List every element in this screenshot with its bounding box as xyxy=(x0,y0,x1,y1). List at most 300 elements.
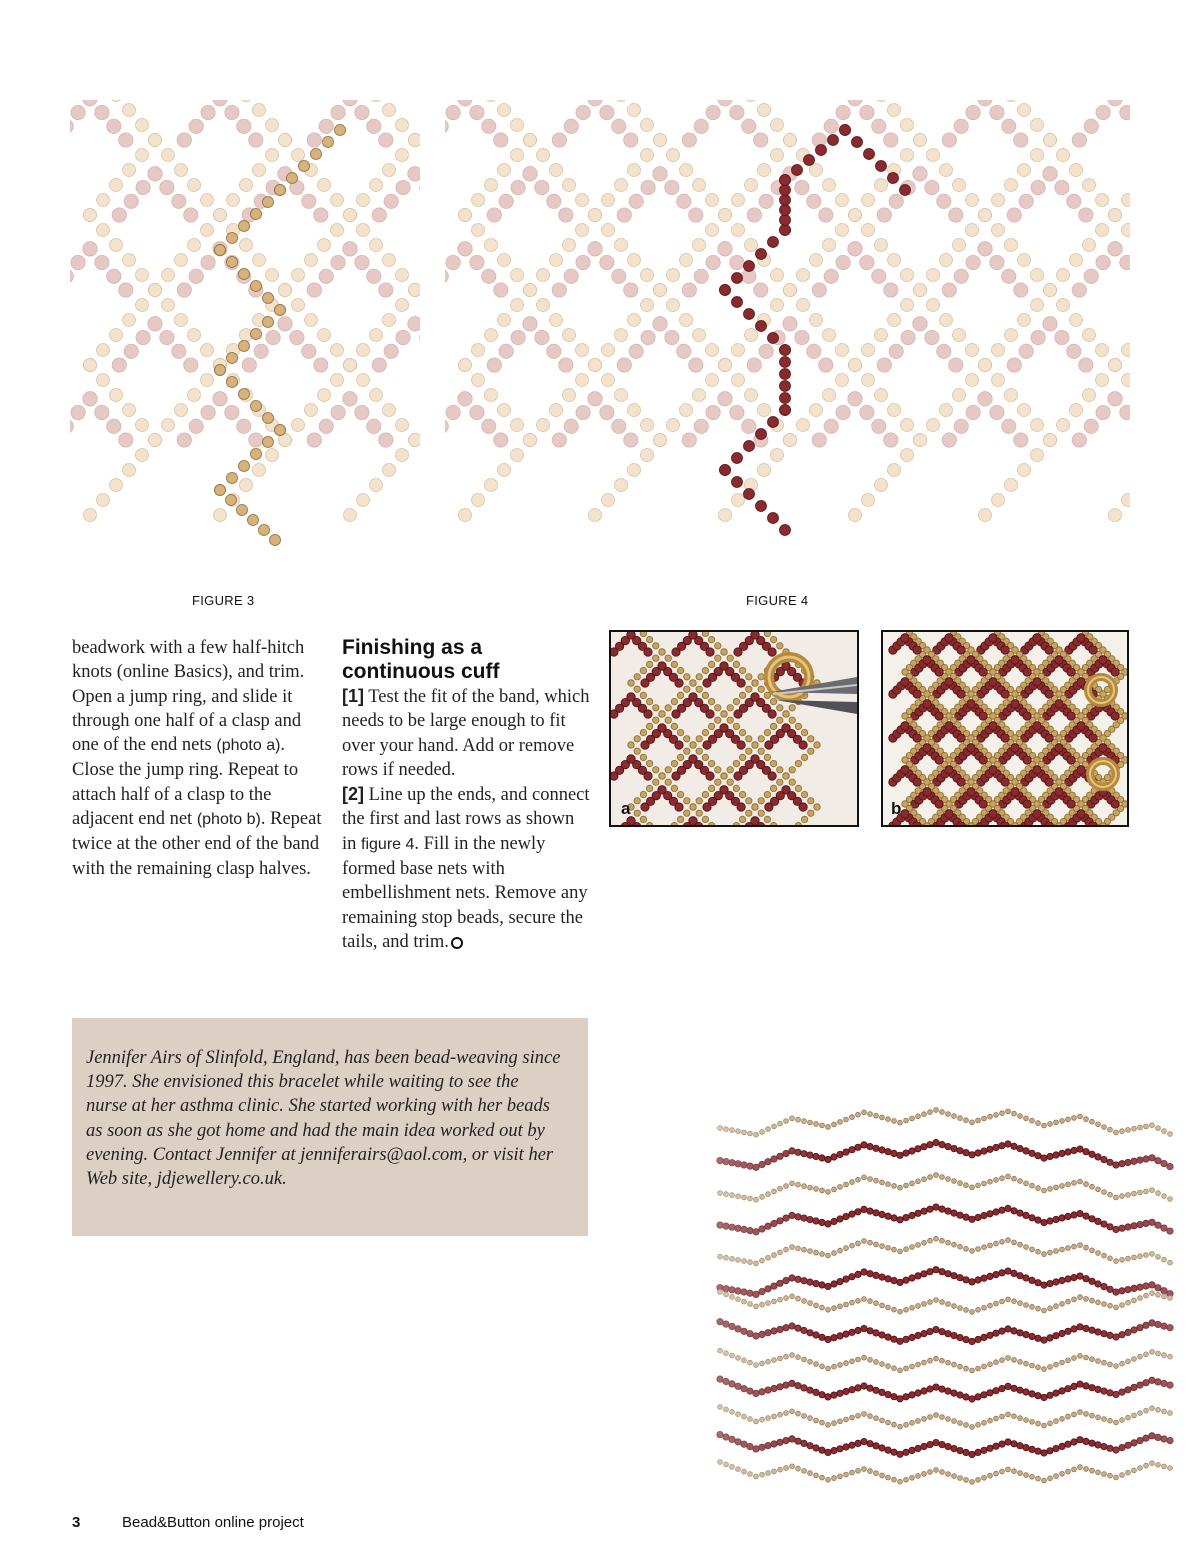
photo-bead xyxy=(1067,756,1075,764)
base-bead xyxy=(357,344,370,357)
base-bead xyxy=(667,419,680,432)
embellishment-bead xyxy=(600,405,614,419)
embellishment-bead xyxy=(742,419,756,433)
photo-bead xyxy=(770,723,776,729)
embellishment-bead xyxy=(1031,330,1045,344)
path-bead xyxy=(227,473,238,484)
photo-bead xyxy=(677,729,683,735)
photo-bead xyxy=(677,754,683,760)
left-text-part-3: . Repeat twice at the other end of the band with the remaining clasp halves. xyxy=(72,809,322,879)
embellishment-bead xyxy=(677,194,691,208)
base-bead xyxy=(123,314,136,327)
photo-bead xyxy=(752,680,758,686)
embellishment-bead xyxy=(384,194,398,208)
embellishment-bead xyxy=(458,392,472,406)
base-bead xyxy=(370,329,383,342)
embellishment-bead xyxy=(307,133,321,147)
photo-bead xyxy=(665,655,671,661)
base-bead xyxy=(810,314,823,327)
base-bead xyxy=(745,179,758,192)
embellishment-bead xyxy=(1055,180,1069,194)
photo-bead xyxy=(653,717,659,723)
figure-4-caption: FIGURE 4 xyxy=(746,593,809,608)
photo-bead xyxy=(979,800,987,808)
embellishment-bead xyxy=(848,100,862,106)
base-bead xyxy=(849,359,862,372)
photo-bead xyxy=(739,667,745,673)
base-bead xyxy=(654,434,667,447)
base-bead xyxy=(383,164,396,177)
path-bead xyxy=(239,461,250,472)
photo-bead xyxy=(665,767,671,773)
photo-bead xyxy=(777,643,783,649)
path-bead xyxy=(251,329,262,340)
embellishment-bead xyxy=(237,419,251,433)
base-bead xyxy=(550,254,563,267)
photo-bead xyxy=(706,710,714,718)
embellishment-bead xyxy=(1108,392,1122,406)
embellishment-bead xyxy=(552,133,566,147)
photo-bead xyxy=(640,667,646,673)
base-bead xyxy=(97,374,110,387)
photo-bead xyxy=(715,767,721,773)
photo-bead xyxy=(777,705,783,711)
path-bead xyxy=(876,161,887,172)
embellishment-bead xyxy=(307,283,321,297)
bracelet-photo xyxy=(700,1090,1190,1530)
base-bead xyxy=(162,269,175,282)
path-bead xyxy=(263,413,274,424)
path-bead xyxy=(239,221,250,232)
photo-bead xyxy=(733,661,739,667)
base-bead xyxy=(1057,419,1070,432)
base-bead xyxy=(953,239,966,252)
embellishment-bead xyxy=(445,269,448,283)
path-bead xyxy=(263,293,274,304)
photo-bead xyxy=(1001,690,1009,698)
base-bead xyxy=(370,100,383,102)
embellishment-bead xyxy=(1084,269,1098,283)
photo-bead xyxy=(696,686,702,692)
base-bead xyxy=(396,269,409,282)
base-bead xyxy=(875,329,888,342)
embellishment-bead xyxy=(564,119,578,133)
embellishment-bead xyxy=(355,255,369,269)
path-bead xyxy=(744,441,755,452)
embellishment-bead xyxy=(71,405,85,419)
base-bead xyxy=(550,164,563,177)
embellishment-bead xyxy=(641,330,655,344)
embellishment-bead xyxy=(1002,419,1016,433)
base-bead xyxy=(279,134,292,147)
path-bead xyxy=(732,453,743,464)
base-bead xyxy=(602,224,615,237)
photo-bead xyxy=(658,724,666,732)
base-bead xyxy=(615,100,628,102)
base-bead xyxy=(940,254,953,267)
base-bead xyxy=(706,344,719,357)
base-bead xyxy=(370,179,383,192)
base-bead xyxy=(84,509,97,522)
path-bead xyxy=(263,197,274,208)
photo-bead xyxy=(808,798,814,804)
photo-bead xyxy=(640,632,646,637)
base-bead xyxy=(628,254,641,267)
base-bead xyxy=(641,269,654,282)
photo-bead xyxy=(795,785,801,791)
photo-bead xyxy=(690,804,696,810)
embellishment-bead xyxy=(408,317,420,331)
embellishment-bead xyxy=(949,358,963,372)
base-bead xyxy=(1057,149,1070,162)
photo-bead xyxy=(696,736,702,742)
base-bead xyxy=(927,269,940,282)
photo-bead xyxy=(671,698,677,704)
photo-bead xyxy=(1011,744,1019,752)
photo-bead xyxy=(634,810,640,816)
photo-bead xyxy=(733,760,739,766)
base-bead xyxy=(849,509,862,522)
photo-bead xyxy=(684,748,690,754)
embellishment-bead xyxy=(884,133,898,147)
embellishment-bead xyxy=(1019,344,1033,358)
step-1-text: Test the fit of the band, which needs to be large enough to fit over your hand. Add or remove rows if needed. xyxy=(342,687,590,780)
photo-bead xyxy=(1045,646,1053,654)
photo-bead xyxy=(967,788,975,796)
path-bead xyxy=(732,477,743,488)
base-bead xyxy=(589,209,602,222)
embellishment-bead xyxy=(396,180,410,194)
base-bead xyxy=(680,254,693,267)
photo-bead xyxy=(690,742,696,748)
base-bead xyxy=(1057,299,1070,312)
photo-bead xyxy=(715,779,721,785)
photo-bead xyxy=(646,698,652,704)
embellishment-bead xyxy=(624,283,638,297)
base-bead xyxy=(914,284,927,297)
photo-bead xyxy=(989,678,997,686)
embellishment-bead xyxy=(396,330,410,344)
left-text-part-2: . Close the jump ring. Repeat to attach half of a clasp to the adjacent end net xyxy=(72,735,299,830)
embellishment-bead xyxy=(213,392,227,406)
embellishment-bead xyxy=(331,105,345,119)
photo-bead xyxy=(923,700,931,708)
embellishment-bead xyxy=(445,119,448,133)
embellishment-bead xyxy=(237,119,251,133)
base-bead xyxy=(615,179,628,192)
photo-bead xyxy=(1111,800,1119,808)
embellishment-bead xyxy=(119,283,133,297)
embellishment-bead xyxy=(201,405,215,419)
base-bead xyxy=(1018,254,1031,267)
photo-bead xyxy=(913,734,921,742)
embellishment-bead xyxy=(1108,242,1122,256)
photo-bead xyxy=(640,791,646,797)
photo-bead xyxy=(1023,800,1031,808)
embellishment-bead xyxy=(1096,255,1110,269)
photo-bead xyxy=(727,767,733,773)
end-of-article-icon xyxy=(451,937,463,949)
embellishment-bead xyxy=(694,269,708,283)
photo-bead xyxy=(764,791,770,797)
path-bead xyxy=(744,489,755,500)
embellishment-bead xyxy=(319,119,333,133)
path-bead xyxy=(828,135,839,146)
embellishment-bead xyxy=(629,344,643,358)
photo-bead xyxy=(671,822,677,825)
base-bead xyxy=(149,134,162,147)
embellishment-bead xyxy=(446,255,460,269)
base-bead xyxy=(1083,239,1096,252)
embellishment-bead xyxy=(1031,180,1045,194)
photo-bead xyxy=(945,810,953,818)
embellishment-bead xyxy=(189,269,203,283)
base-bead xyxy=(797,419,810,432)
photo-bead xyxy=(727,655,733,661)
embellishment-bead xyxy=(836,105,850,119)
photo-bead xyxy=(989,634,997,642)
embellishment-bead xyxy=(95,105,109,119)
embellishment-bead xyxy=(564,269,578,283)
photo-b-label: b xyxy=(891,799,902,818)
base-bead xyxy=(875,100,888,102)
embellishment-bead xyxy=(70,269,73,283)
path-bead xyxy=(275,305,286,316)
path-bead xyxy=(768,333,779,344)
embellishment-bead xyxy=(242,358,256,372)
photo-bead xyxy=(1099,744,1107,752)
base-bead xyxy=(149,434,162,447)
photo-bead xyxy=(653,655,659,661)
photo-bead xyxy=(627,693,635,701)
base-bead xyxy=(331,224,344,237)
base-bead xyxy=(1005,389,1018,402)
photo-bead xyxy=(758,748,764,754)
base-bead xyxy=(745,329,758,342)
photo-bead xyxy=(789,717,795,723)
photo-bead xyxy=(1001,778,1009,786)
photo-bead xyxy=(684,798,690,804)
base-bead xyxy=(84,209,97,222)
photo-bead xyxy=(1001,734,1009,742)
base-bead xyxy=(966,224,979,237)
base-bead xyxy=(498,404,511,417)
base-bead xyxy=(1070,314,1083,327)
photo-bead xyxy=(634,798,640,804)
photo-bead xyxy=(671,785,677,791)
embellishment-bead xyxy=(576,255,590,269)
embellishment-bead xyxy=(990,255,1004,269)
path-bead xyxy=(780,381,791,392)
base-bead xyxy=(680,314,693,327)
base-bead xyxy=(175,254,188,267)
embellishment-bead xyxy=(612,119,626,133)
embellishment-bead xyxy=(795,330,809,344)
photo-b-reference: (photo b) xyxy=(196,811,261,829)
base-bead xyxy=(849,209,862,222)
embellishment-bead xyxy=(302,194,316,208)
base-bead xyxy=(810,164,823,177)
base-bead xyxy=(628,164,641,177)
base-bead xyxy=(1005,479,1018,492)
photo-bead xyxy=(758,798,764,804)
base-bead xyxy=(589,509,602,522)
photo-bead xyxy=(720,786,728,794)
base-bead xyxy=(1044,284,1057,297)
base-bead xyxy=(628,404,641,417)
base-bead xyxy=(745,389,758,402)
path-bead xyxy=(780,357,791,368)
embellishment-bead xyxy=(694,119,708,133)
embellishment-bead xyxy=(677,344,691,358)
embellishment-bead xyxy=(747,208,761,222)
photo-bead xyxy=(702,632,708,637)
base-bead xyxy=(459,359,472,372)
photo-bead xyxy=(659,711,665,717)
embellishment-bead xyxy=(954,269,968,283)
embellishment-bead xyxy=(278,317,292,331)
base-bead xyxy=(901,299,914,312)
base-bead xyxy=(188,239,201,252)
base-bead xyxy=(862,224,875,237)
base-bead xyxy=(485,389,498,402)
base-bead xyxy=(149,284,162,297)
base-bead xyxy=(966,344,979,357)
path-bead xyxy=(287,173,298,184)
photo-bead xyxy=(989,810,997,818)
path-bead xyxy=(226,495,237,506)
embellishment-bead xyxy=(83,392,97,406)
base-bead xyxy=(823,389,836,402)
embellishment-bead xyxy=(836,405,850,419)
path-bead xyxy=(215,365,226,376)
embellishment-bead xyxy=(624,133,638,147)
embellishment-bead xyxy=(379,133,393,147)
embellishment-bead xyxy=(470,105,484,119)
base-bead xyxy=(318,329,331,342)
photo-bead xyxy=(1033,678,1041,686)
base-bead xyxy=(589,359,602,372)
path-bead xyxy=(744,261,755,272)
embellishment-bead xyxy=(706,105,720,119)
base-bead xyxy=(615,389,628,402)
base-bead xyxy=(680,404,693,417)
path-bead xyxy=(227,233,238,244)
base-bead xyxy=(253,104,266,117)
base-bead xyxy=(110,389,123,402)
embellishment-bead xyxy=(872,119,886,133)
base-bead xyxy=(901,149,914,162)
embellishment-bead xyxy=(343,100,357,106)
embellishment-bead xyxy=(511,180,525,194)
base-bead xyxy=(1096,224,1109,237)
photo-bead xyxy=(957,734,965,742)
photo-bead xyxy=(901,722,909,730)
photo-bead xyxy=(1055,744,1063,752)
base-bead xyxy=(719,359,732,372)
base-bead xyxy=(409,434,421,447)
embellishment-bead xyxy=(694,419,708,433)
photo-bead xyxy=(727,717,733,723)
photo-bead xyxy=(1011,788,1019,796)
embellishment-bead xyxy=(523,317,537,331)
photo-bead xyxy=(1033,722,1041,730)
base-bead xyxy=(253,254,266,267)
photo-bead xyxy=(746,686,752,692)
photo-bead xyxy=(1067,668,1075,676)
photo-bead xyxy=(764,754,770,760)
embellishment-bead xyxy=(1055,330,1069,344)
photo-bead xyxy=(708,785,714,791)
photo-bead xyxy=(808,736,814,742)
section-steps xyxy=(342,684,592,954)
base-bead xyxy=(1031,119,1044,132)
photo-bead xyxy=(957,690,965,698)
base-bead xyxy=(511,419,524,432)
base-bead xyxy=(1122,194,1131,207)
base-bead xyxy=(524,284,537,297)
photo-bead xyxy=(923,656,931,664)
photo-bead xyxy=(1111,668,1119,676)
base-bead xyxy=(1122,224,1131,237)
embellishment-bead xyxy=(184,358,198,372)
base-bead xyxy=(511,449,524,462)
embellishment-bead xyxy=(682,133,696,147)
photo-bead xyxy=(684,674,690,680)
base-bead xyxy=(771,299,784,312)
embellishment-bead xyxy=(559,358,573,372)
base-bead xyxy=(576,224,589,237)
photo-bead xyxy=(644,648,652,656)
embellishment-bead xyxy=(942,433,956,447)
photo-bead xyxy=(979,668,987,676)
base-bead xyxy=(396,449,409,462)
path-bead xyxy=(311,149,322,160)
photo-bead xyxy=(675,679,683,687)
photo-bead xyxy=(739,754,745,760)
embellishment-bead xyxy=(523,167,537,181)
photo-bead xyxy=(1077,634,1085,642)
path-bead xyxy=(720,465,731,476)
embellishment-bead xyxy=(547,194,561,208)
base-bead xyxy=(110,179,123,192)
finishing-section xyxy=(342,636,592,954)
embellishment-bead xyxy=(889,344,903,358)
base-bead xyxy=(641,419,654,432)
embellishment-bead xyxy=(372,208,386,222)
base-bead xyxy=(214,509,227,522)
base-bead xyxy=(654,134,667,147)
photo-bead xyxy=(808,748,814,754)
photo-bead xyxy=(746,736,752,742)
base-bead xyxy=(563,179,576,192)
photo-bead xyxy=(777,779,783,785)
photo-bead xyxy=(764,632,770,637)
base-bead xyxy=(576,374,589,387)
base-bead xyxy=(862,374,875,387)
embellishment-bead xyxy=(819,358,833,372)
embellishment-bead xyxy=(682,283,696,297)
base-bead xyxy=(162,149,175,162)
photo-bead xyxy=(646,760,652,766)
embellishment-bead xyxy=(213,100,227,106)
photo-bead xyxy=(653,767,659,773)
base-bead xyxy=(550,404,563,417)
embellishment-bead xyxy=(172,344,186,358)
path-bead xyxy=(792,165,803,176)
photo-bead xyxy=(1055,656,1063,664)
path-bead xyxy=(299,161,310,172)
